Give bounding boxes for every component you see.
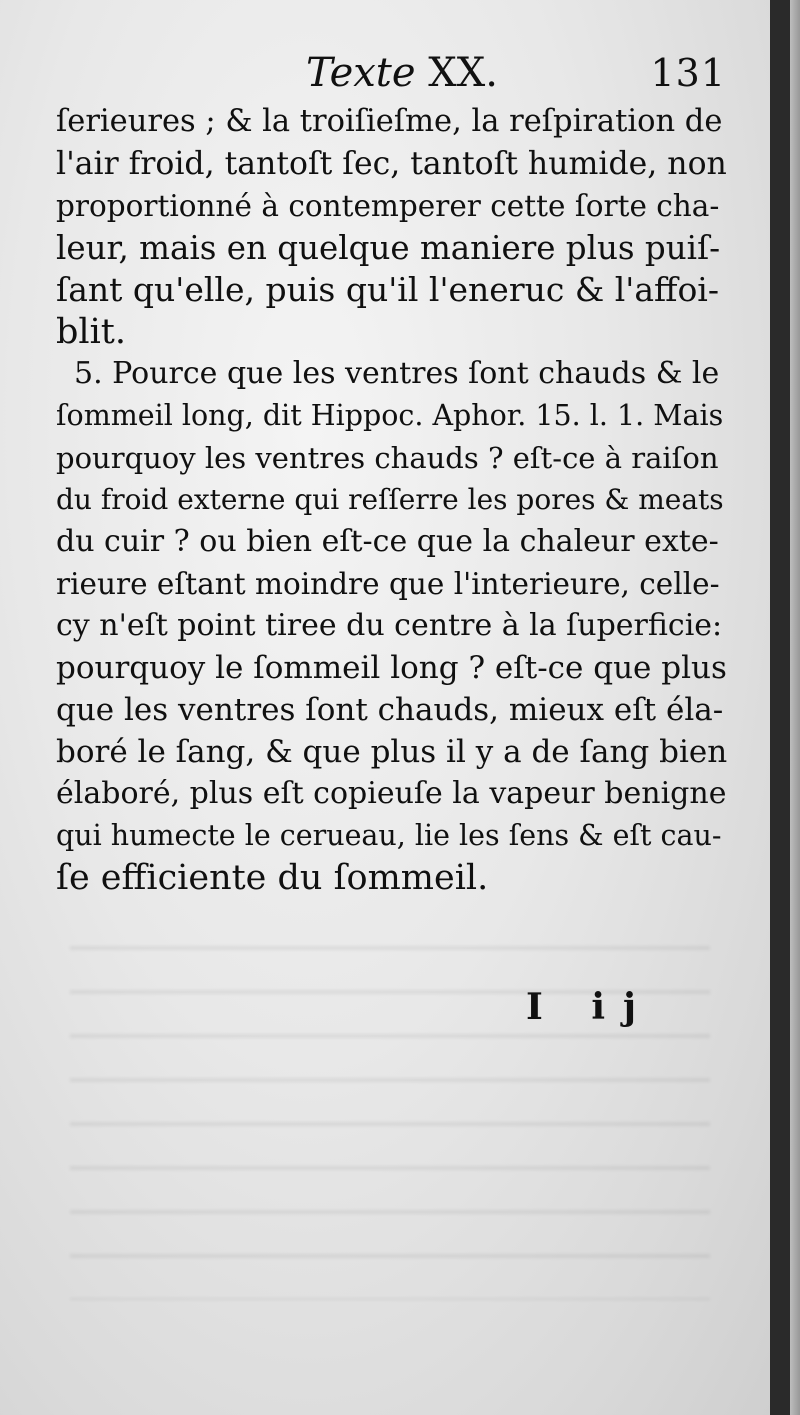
page-edge-shadow [790,0,800,1415]
text-line: pourquoy les ventres chauds ? eſt-ce à raiſon [56,441,719,475]
text-line: du froid externe qui reſſerre les pores & meats [56,483,724,516]
running-title-prefix: Texte [306,50,416,96]
text-line: 5. Pource que les ventres ſont chauds & le [74,356,720,391]
text-line: ſe efficiente du ſommeil. [56,858,489,898]
text-line: ſommeil long, dit Hippoc. Aphor. 15. l. 1. Mais [56,399,724,432]
signature-mark: I ij [526,986,655,1028]
page-header [58,48,726,104]
text-line: qui humecte le cerueau, lie les ſens & eſt cau- [56,819,722,852]
text-line: leur, mais en quelque maniere plus puiſ- [56,229,721,267]
ink-bleed-through [70,920,710,1300]
page-number: 131 [650,51,726,95]
text-line: cy n'eſt point tiree du centre à la ſuperficie: [56,608,723,643]
running-title [306,48,498,98]
running-title-numeral: XX. [428,50,498,96]
body-text [56,101,728,899]
text-line: que les ventres ſont chauds, mieux eſt éla- [56,692,724,728]
text-line: boré le ſang, & que plus il y a de ſang bien [56,734,728,770]
text-line: rieure eſtant moindre que l'interieure, celle- [56,567,720,601]
text-line: blit. [56,312,126,352]
text-line: pourquoy le ſommeil long ? eſt-ce que plus [56,650,727,686]
text-line: ſant qu'elle, puis qu'il l'eneruc & l'affoi- [56,270,720,309]
text-line: du cuir ? ou bien eſt-ce que la chaleur exte- [56,524,719,559]
text-line: proportionné à contemperer cette ſorte cha- [56,189,720,223]
text-line: l'air froid, tantoſt ſec, tantoſt humide, non [56,146,727,182]
text-line: ſerieures ; & la troiſieſme, la reſpiration de [56,104,723,139]
text-line: élaboré, plus eſt copieuſe la vapeur benigne [56,776,727,811]
